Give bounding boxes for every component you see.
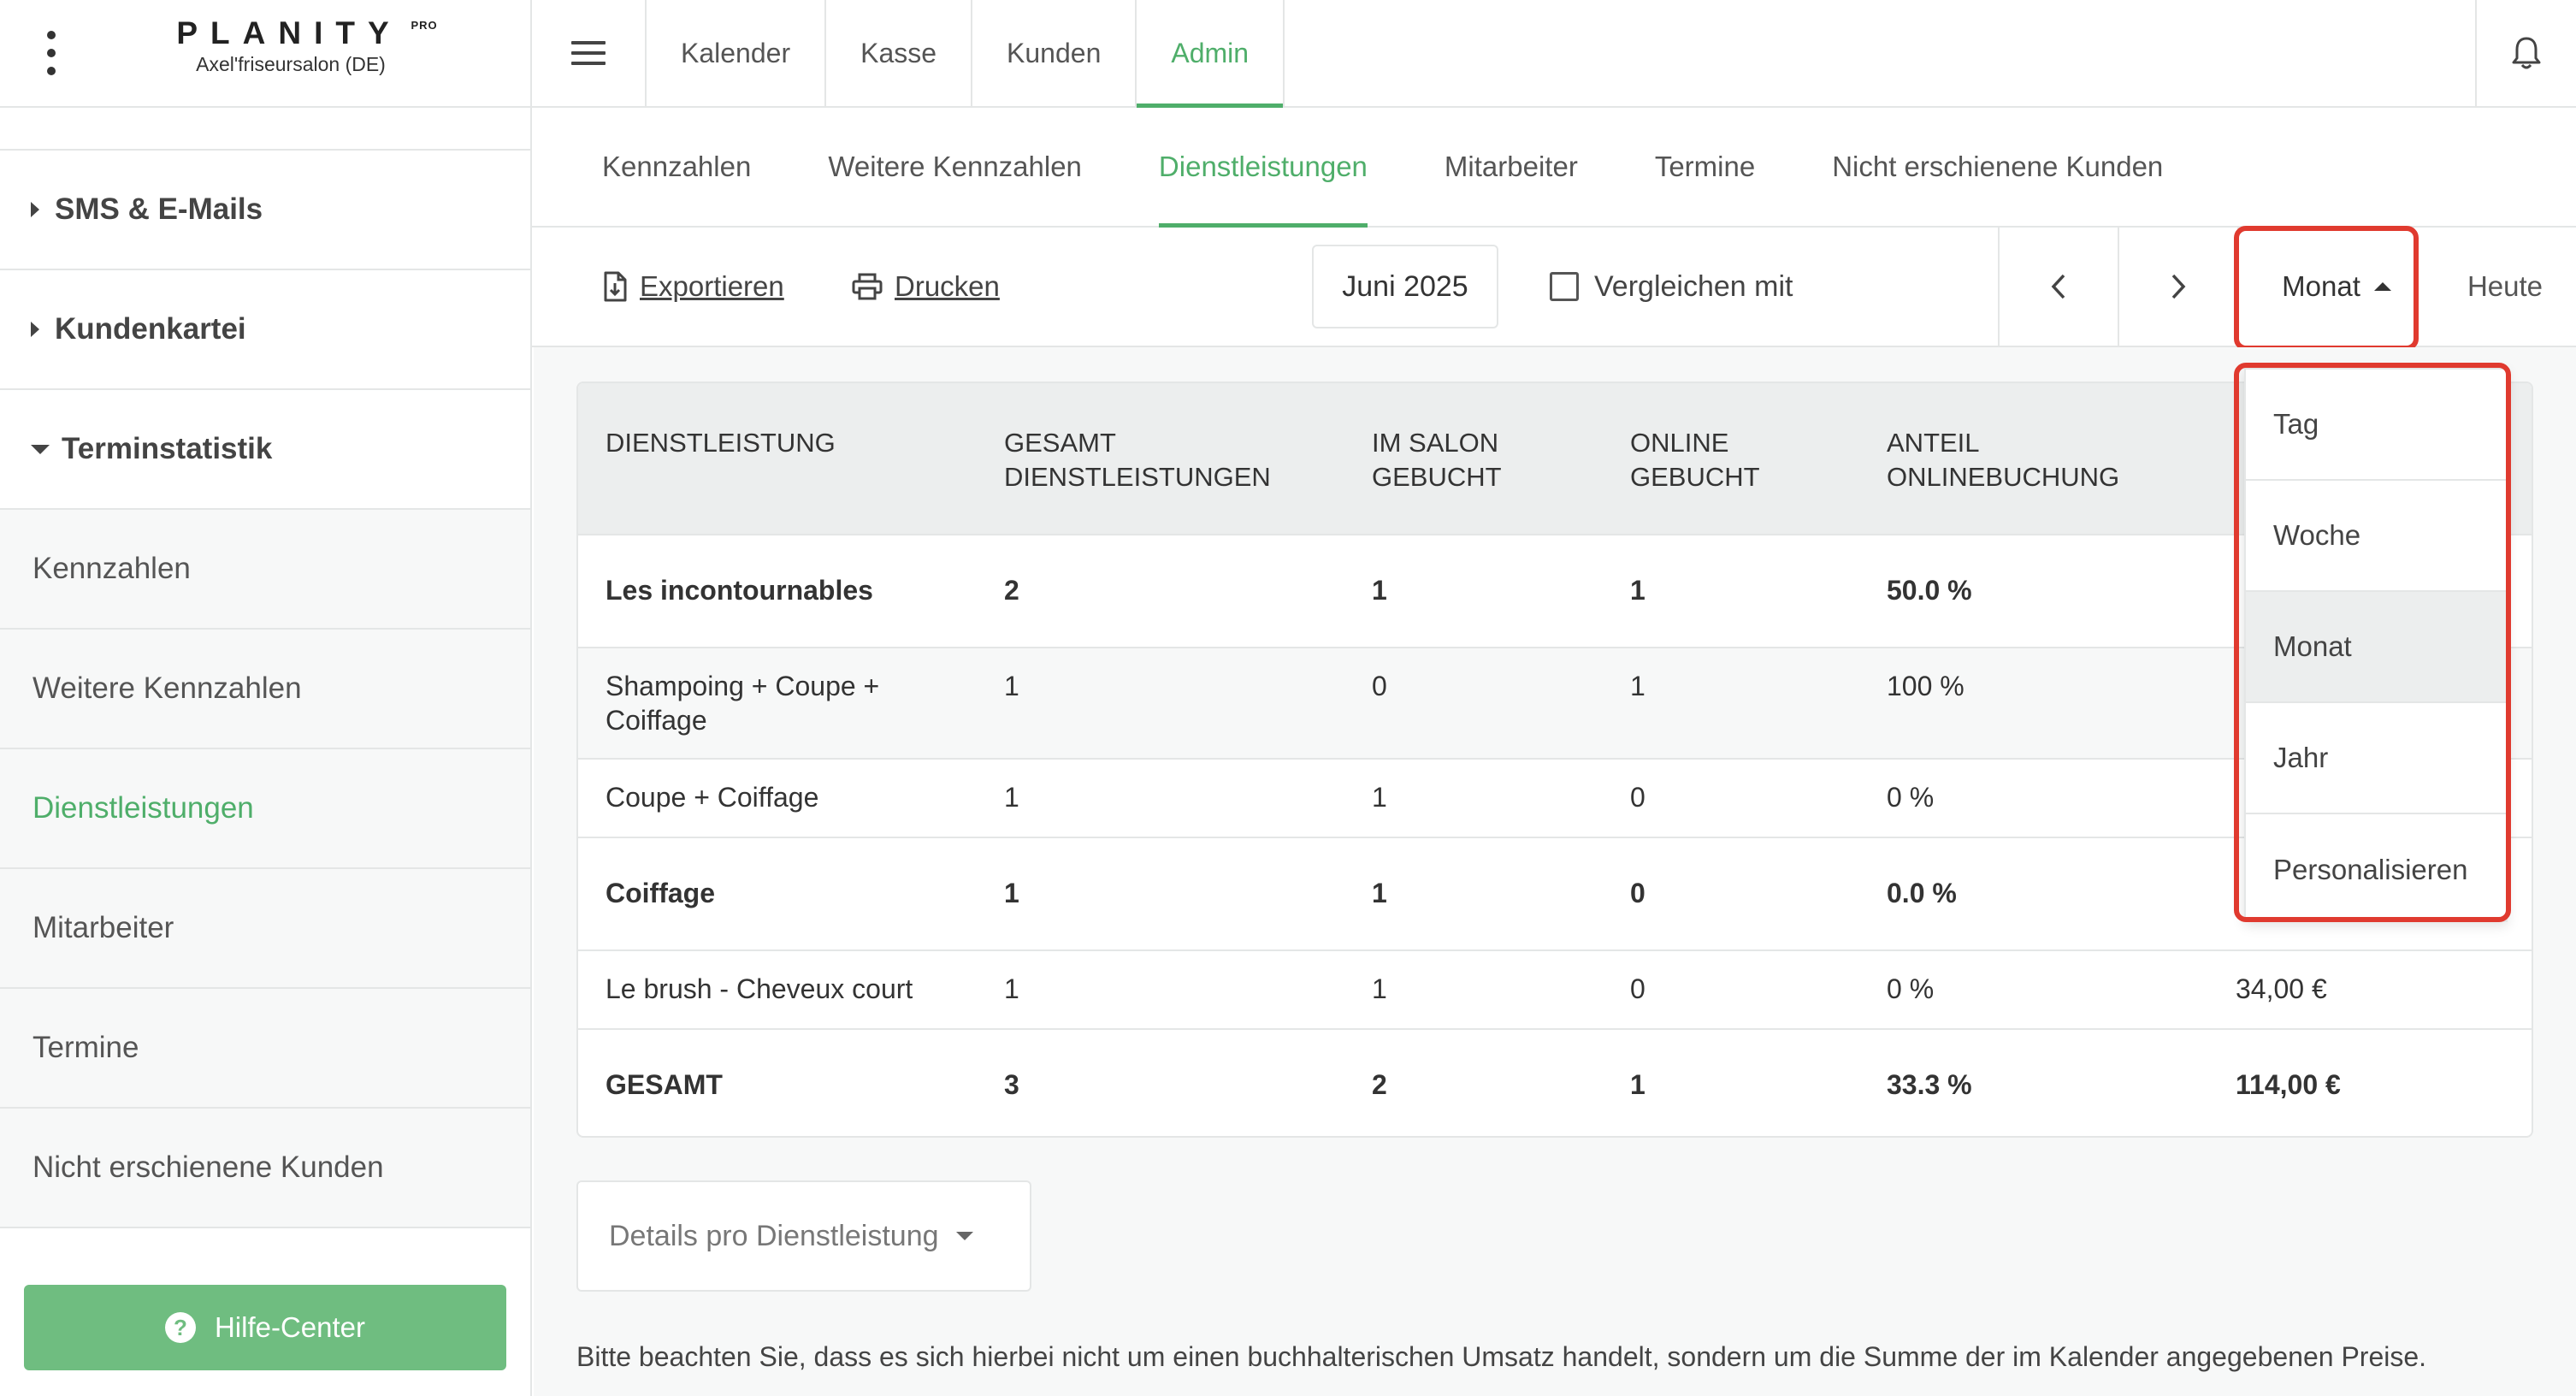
table-row: [578, 647, 2532, 758]
cell-salon: 2: [1372, 1069, 1387, 1100]
print-label: Drucken: [895, 270, 1000, 302]
sidebar-item-nicht-erschienene-kunden[interactable]: Nicht erschienene Kunden: [0, 1109, 530, 1228]
more-menu-icon[interactable]: [41, 31, 62, 75]
sidebar-section-kundenkartei[interactable]: [0, 270, 530, 390]
cell-service: Les incontournables: [606, 575, 873, 606]
notifications-bell-icon[interactable]: [2475, 0, 2576, 106]
caret-right-icon: [31, 202, 39, 217]
period-option-tag[interactable]: Tag: [2246, 370, 2506, 481]
cell-salon: 1: [1372, 878, 1387, 908]
period-select-label: Monat: [2282, 270, 2360, 302]
sidebar-section-label: Kundenkartei: [55, 312, 246, 346]
cell-online: 1: [1630, 671, 1645, 701]
subtab-weitere-kennzahlen[interactable]: Weitere Kennzahlen: [828, 151, 1082, 182]
sidebar-section-label: Terminstatistik: [62, 432, 273, 465]
table-row-total: [578, 1028, 2532, 1138]
tab-admin[interactable]: Admin: [1137, 0, 1285, 106]
period-select[interactable]: [2237, 228, 2434, 346]
caret-down-icon: [31, 445, 50, 454]
cell-online: 1: [1630, 575, 1645, 606]
next-period-button[interactable]: [2118, 228, 2237, 346]
question-icon: ?: [165, 1312, 196, 1343]
sidebar-item-mitarbeiter[interactable]: Mitarbeiter: [0, 869, 530, 989]
cell-salon: 1: [1372, 575, 1387, 606]
cell-salon: 1: [1372, 973, 1387, 1004]
cell-online: 0: [1630, 973, 1645, 1004]
export-button[interactable]: [602, 228, 784, 346]
services-table: [576, 382, 2533, 1138]
cell-revenue: 34,00 €: [2236, 973, 2327, 1004]
cell-share: 50.0 %: [1887, 575, 1972, 606]
sidebar-item-termine[interactable]: Termine: [0, 989, 530, 1109]
caret-up-icon: [2374, 282, 2391, 291]
previous-period-button[interactable]: [1998, 228, 2118, 346]
caret-down-icon: [956, 1232, 973, 1240]
export-label: Exportieren: [640, 270, 784, 302]
cell-share: 0 %: [1887, 782, 1935, 813]
cell-total: 3: [1004, 1069, 1019, 1100]
compare-checkbox[interactable]: [1550, 228, 1793, 346]
col-header-salon: IM SALON GEBUCHT: [1372, 428, 1502, 492]
main-tabs: [647, 0, 1285, 106]
table-row: [578, 534, 2532, 647]
caret-right-icon: [31, 322, 39, 337]
brand-name: PLANITY PRO: [176, 15, 438, 50]
table-row: [578, 758, 2532, 837]
table-row: [578, 949, 2532, 1028]
cell-service: Le brush - Cheveux court: [606, 973, 913, 1004]
cell-total: 1: [1004, 782, 1019, 813]
table-header: [578, 383, 2532, 534]
brand-logo: [128, 15, 453, 76]
cell-salon: 1: [1372, 782, 1387, 813]
sub-tabs: [532, 108, 2576, 228]
cell-salon: 0: [1372, 671, 1387, 701]
table-row: [578, 837, 2532, 949]
chevron-right-icon: [2170, 273, 2187, 300]
toolbar: [532, 228, 2576, 347]
sidebar-clipped-item: [0, 108, 530, 151]
sidebar: [0, 108, 532, 1396]
period-option-woche[interactable]: Woche: [2246, 481, 2506, 592]
export-file-icon: [602, 271, 628, 302]
cell-service: Coiffage: [606, 878, 715, 908]
period-option-monat[interactable]: Monat: [2246, 592, 2506, 703]
period-dropdown: [2244, 368, 2508, 922]
sidebar-section-sms-emails[interactable]: [0, 151, 530, 270]
period-option-jahr[interactable]: Jahr: [2246, 703, 2506, 814]
help-center-label: Hilfe-Center: [214, 1311, 366, 1343]
cell-service: Coupe + Coiffage: [606, 782, 819, 813]
printer-icon: [852, 273, 883, 300]
cell-total: 1: [1004, 973, 1019, 1004]
chevron-left-icon: [2050, 273, 2067, 300]
cell-service: GESAMT: [606, 1069, 723, 1100]
sidebar-section-label: SMS & E-Mails: [55, 192, 263, 226]
details-per-service-select[interactable]: [576, 1180, 1031, 1292]
cell-total: 2: [1004, 575, 1019, 606]
col-header-service: DIENSTLEISTUNG: [606, 428, 836, 458]
sidebar-item-dienstleistungen[interactable]: Dienstleistungen: [0, 749, 530, 869]
cell-share: 0 %: [1887, 973, 1935, 1004]
cell-total: 1: [1004, 878, 1019, 908]
salon-name: Axel'friseursalon (DE): [196, 53, 386, 75]
details-select-label: Details pro Dienstleistung: [609, 1219, 939, 1252]
tab-kasse[interactable]: Kasse: [826, 0, 972, 106]
tab-kalender[interactable]: Kalender: [647, 0, 826, 106]
sidebar-item-kennzahlen[interactable]: Kennzahlen: [0, 510, 530, 630]
date-picker[interactable]: Juni 2025: [1312, 245, 1498, 328]
print-button[interactable]: [852, 228, 1000, 346]
top-bar: [532, 0, 2576, 108]
cell-revenue: 114,00 €: [2236, 1069, 2341, 1100]
col-header-online: ONLINE GEBUCHT: [1630, 428, 1760, 492]
subtab-mitarbeiter[interactable]: Mitarbeiter: [1444, 151, 1578, 182]
brand-pro-badge: PRO: [411, 19, 438, 32]
checkbox-icon[interactable]: [1550, 272, 1579, 301]
cell-online: 0: [1630, 782, 1645, 813]
sidebar-section-terminstatistik[interactable]: [0, 390, 530, 510]
sidebar-item-weitere-kennzahlen[interactable]: Weitere Kennzahlen: [0, 630, 530, 749]
subtab-nicht-erschienene-kunden[interactable]: Nicht erschienene Kunden: [1832, 151, 2164, 182]
subtab-dienstleistungen[interactable]: Dienstleistungen: [1159, 108, 1368, 226]
today-button[interactable]: Heute: [2467, 270, 2544, 302]
cell-share: 0.0 %: [1887, 878, 1957, 908]
cell-online: 0: [1630, 878, 1645, 908]
col-header-total: GESAMT DIENSTLEISTUNGEN: [1004, 428, 1271, 492]
col-header-share: ANTEIL ONLINEBUCHUNG: [1887, 428, 2120, 492]
disclaimer-text: Bitte beachten Sie, dass es sich hierbei nicht um einen buchhalterischen Umsatz handelt, sondern um die Summe der im Kalender angegebenen Preise.: [576, 1341, 2427, 1372]
subtab-kennzahlen[interactable]: Kennzahlen: [602, 151, 752, 182]
period-option-personalisieren[interactable]: Personalisieren: [2273, 854, 2468, 885]
cell-share: 100 %: [1887, 671, 1964, 701]
cell-service: Shampoing + Coupe + Coiffage: [606, 671, 880, 736]
help-center-button[interactable]: [24, 1285, 506, 1370]
subtab-termine[interactable]: Termine: [1654, 151, 1756, 182]
tab-kunden[interactable]: Kunden: [972, 0, 1137, 106]
cell-total: 1: [1004, 671, 1019, 701]
cell-share: 33.3 %: [1887, 1069, 1972, 1100]
compare-label: Vergleichen mit: [1594, 269, 1793, 303]
brand-header: [0, 0, 532, 108]
hamburger-menu-icon[interactable]: [532, 0, 647, 106]
cell-online: 1: [1630, 1069, 1645, 1100]
